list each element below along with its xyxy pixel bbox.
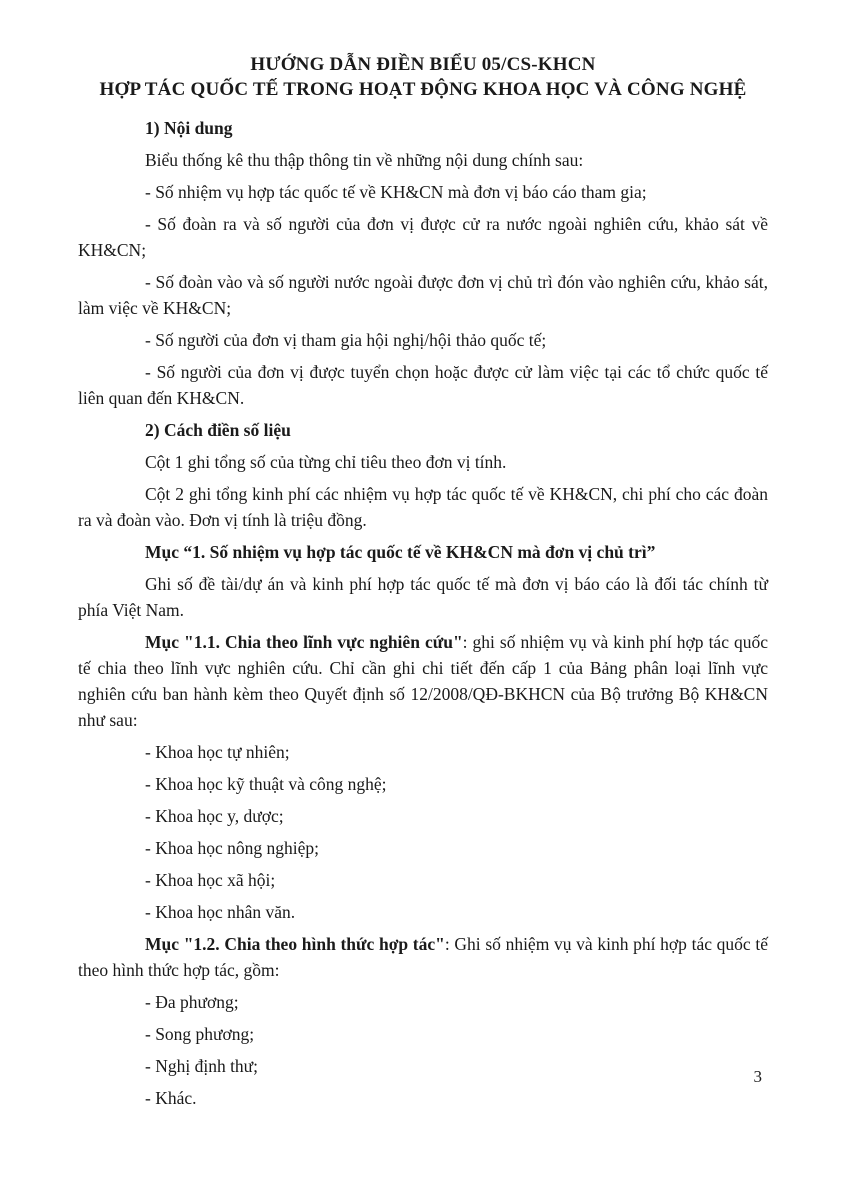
muc-1-1-paragraph xyxy=(78,629,768,733)
section-1-bullet-4: - Số người của đơn vị tham gia hội nghị/hội thảo quốc tế; xyxy=(145,330,547,350)
muc-1-2-bullet-1: - Đa phương; xyxy=(145,992,239,1012)
document-title-line-1: HƯỚNG DẪN ĐIỀN BIỂU 05/CS-KHCN xyxy=(250,54,596,75)
muc-1-paragraph: Ghi số đề tài/dự án và kinh phí hợp tác quốc tế mà đơn vị báo cáo là đối tác chính từ phía Việt Nam. xyxy=(78,574,768,620)
muc-1-2-text: : Ghi số nhiệm vụ và kinh phí hợp tác quốc tế theo hình thức hợp tác, gồm: xyxy=(78,934,768,980)
muc-1-2-paragraph xyxy=(78,931,768,983)
section-2-paragraph-1: Cột 1 ghi tổng số của từng chỉ tiêu theo đơn vị tính. xyxy=(145,452,507,472)
muc-1-heading: Mục “1. Số nhiệm vụ hợp tác quốc tế về KH&CN mà đơn vị chủ trì” xyxy=(145,542,656,562)
muc-1-1-bullet-5: - Khoa học xã hội; xyxy=(145,870,276,890)
muc-1-2-bullet-3: - Nghị định thư; xyxy=(145,1056,259,1076)
muc-1-1-lead: Mục "1.1. Chia theo lĩnh vực nghiên cứu" xyxy=(145,632,463,652)
muc-1-1-bullet-2: - Khoa học kỹ thuật và công nghệ; xyxy=(145,774,387,794)
section-1-heading: 1) Nội dung xyxy=(145,118,233,138)
muc-1-1-bullet-1: - Khoa học tự nhiên; xyxy=(145,742,290,762)
section-1-bullet-3: - Số đoàn vào và số người nước ngoài được đơn vị chủ trì đón vào nghiên cứu, khảo sát, làm việc về KH&CN; xyxy=(78,272,768,318)
muc-1-2-bullet-2: - Song phương; xyxy=(145,1024,255,1044)
muc-1-1-bullet-4: - Khoa học nông nghiệp; xyxy=(145,838,319,858)
section-1-bullet-1: - Số nhiệm vụ hợp tác quốc tế về KH&CN mà đơn vị báo cáo tham gia; xyxy=(145,182,647,202)
section-2-paragraph-2: Cột 2 ghi tổng kinh phí các nhiệm vụ hợp tác quốc tế về KH&CN, chi phí cho các đoàn ra và đoàn vào. Đơn vị tính là triệu đồng. xyxy=(78,484,768,530)
muc-1-1-bullet-6: - Khoa học nhân văn. xyxy=(145,902,296,922)
muc-1-2-bullet-4: - Khác. xyxy=(145,1088,197,1108)
section-2-heading: 2) Cách điền số liệu xyxy=(145,420,291,440)
section-1-bullet-5: - Số người của đơn vị được tuyển chọn hoặc được cử làm việc tại các tổ chức quốc tế liên quan đến KH&CN. xyxy=(78,362,768,408)
muc-1-1-bullet-3: - Khoa học y, dược; xyxy=(145,806,284,826)
document-title-line-2: HỢP TÁC QUỐC TẾ TRONG HOẠT ĐỘNG KHOA HỌC VÀ CÔNG NGHỆ xyxy=(99,79,747,100)
muc-1-1-text: : ghi số nhiệm vụ và kinh phí hợp tác quốc tế chia theo lĩnh vực nghiên cứu. Chỉ cần ghi chi tiết đến cấp 1 của Bảng phân loại lĩnh vực nghiên cứu ban hành kèm theo Quyết định số 12/2008/QĐ-BKHCN của Bộ trưởng Bộ KH&CN như sau: xyxy=(78,632,768,730)
muc-1-2-lead: Mục "1.2. Chia theo hình thức hợp tác" xyxy=(145,934,445,954)
page-number: 3 xyxy=(753,1067,762,1086)
section-1-bullet-2: - Số đoàn ra và số người của đơn vị được cử ra nước ngoài nghiên cứu, khảo sát về KH&CN; xyxy=(78,214,768,260)
section-1-intro: Biểu thống kê thu thập thông tin về những nội dung chính sau: xyxy=(145,150,584,170)
